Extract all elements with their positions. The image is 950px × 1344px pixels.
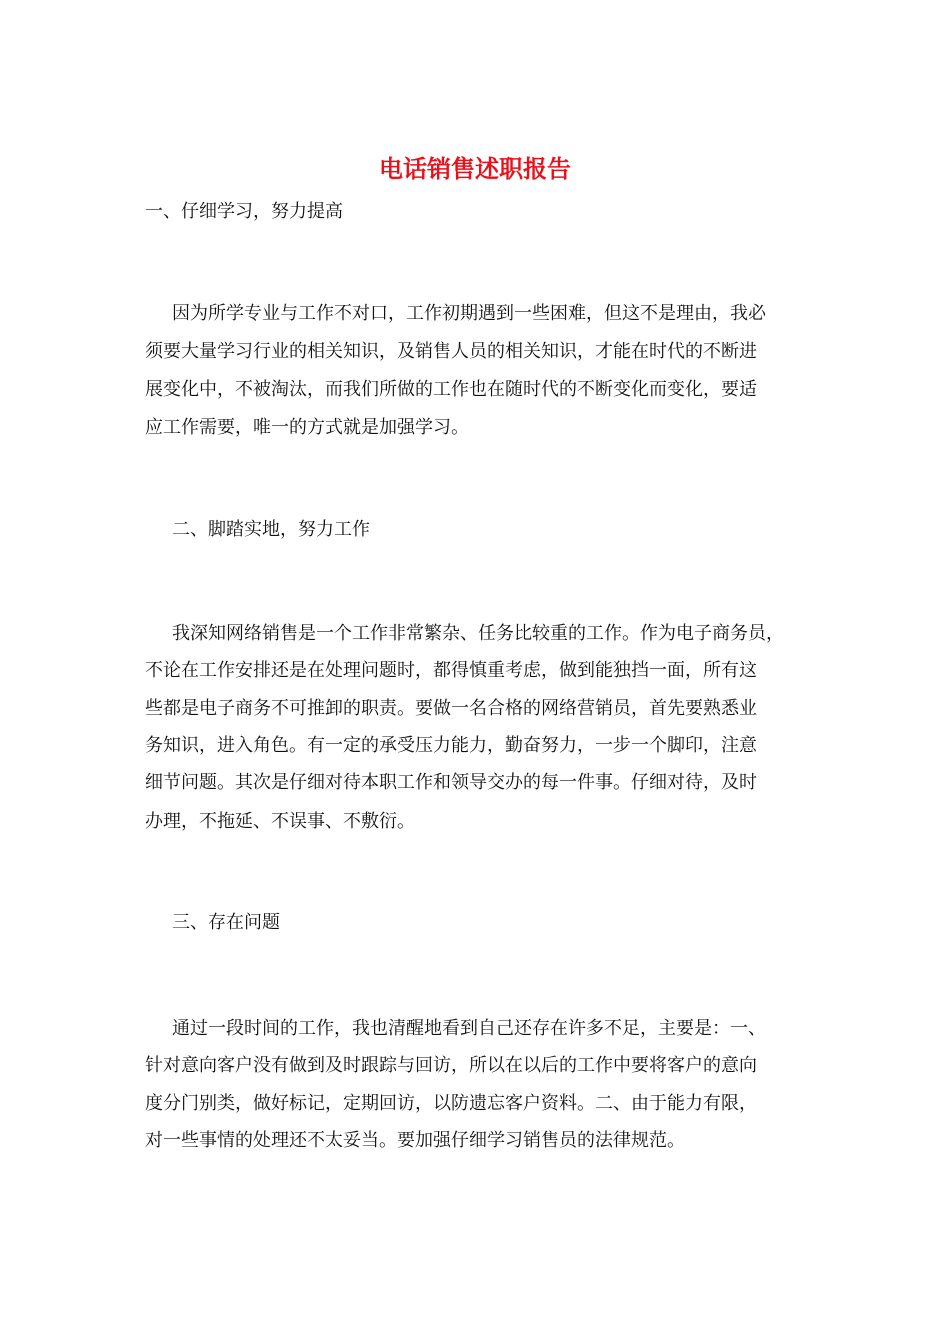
- paragraph-line: 不论在工作安排还是在处理问题时，都得慎重考虑，做到能独挡一面，所有这: [145, 660, 757, 681]
- paragraph-line: 细节问题。其次是仔细对待本职工作和领导交办的每一件事。仔细对待，及时: [145, 772, 757, 793]
- paragraph-line: 些都是电子商务不可推卸的职责。要做一名合格的网络营销员，首先要熟悉业: [145, 698, 757, 719]
- document-title: 电话销售述职报告: [379, 154, 571, 183]
- paragraph-line: 通过一段时间的工作，我也清醒地看到自己还存在许多不足，主要是：一、: [172, 1018, 766, 1039]
- paragraph-line: 针对意向客户没有做到及时跟踪与回访，所以在以后的工作中要将客户的意向: [145, 1055, 757, 1076]
- section-heading-1: 一、仔细学习，努力提高: [145, 201, 343, 222]
- paragraph-line: 务知识，进入角色。有一定的承受压力能力，勤奋努力，一步一个脚印，注意: [145, 735, 757, 756]
- paragraph-line: 对一些事情的处理还不太妥当。要加强仔细学习销售员的法律规范。: [145, 1130, 685, 1151]
- paragraph-line: 因为所学专业与工作不对口，工作初期遇到一些困难，但这不是理由，我必: [172, 303, 766, 324]
- paragraph-line: 须要大量学习行业的相关知识，及销售人员的相关知识，才能在时代的不断进: [145, 341, 757, 362]
- paragraph-line: 办理，不拖延、不误事、不敷衍。: [145, 811, 415, 832]
- paragraph-line: 应工作需要，唯一的方式就是加强学习。: [145, 417, 469, 438]
- paragraph-line: 度分门别类，做好标记，定期回访，以防遗忘客户资料。二、由于能力有限，: [145, 1093, 757, 1114]
- paragraph-line: 展变化中，不被淘汰，而我们所做的工作也在随时代的不断变化而变化，要适: [145, 379, 757, 400]
- paragraph-line: 我深知网络销售是一个工作非常繁杂、任务比较重的工作。作为电子商务员，: [172, 623, 784, 644]
- section-heading-3: 三、存在问题: [172, 912, 280, 933]
- section-heading-2: 二、脚踏实地，努力工作: [172, 519, 370, 540]
